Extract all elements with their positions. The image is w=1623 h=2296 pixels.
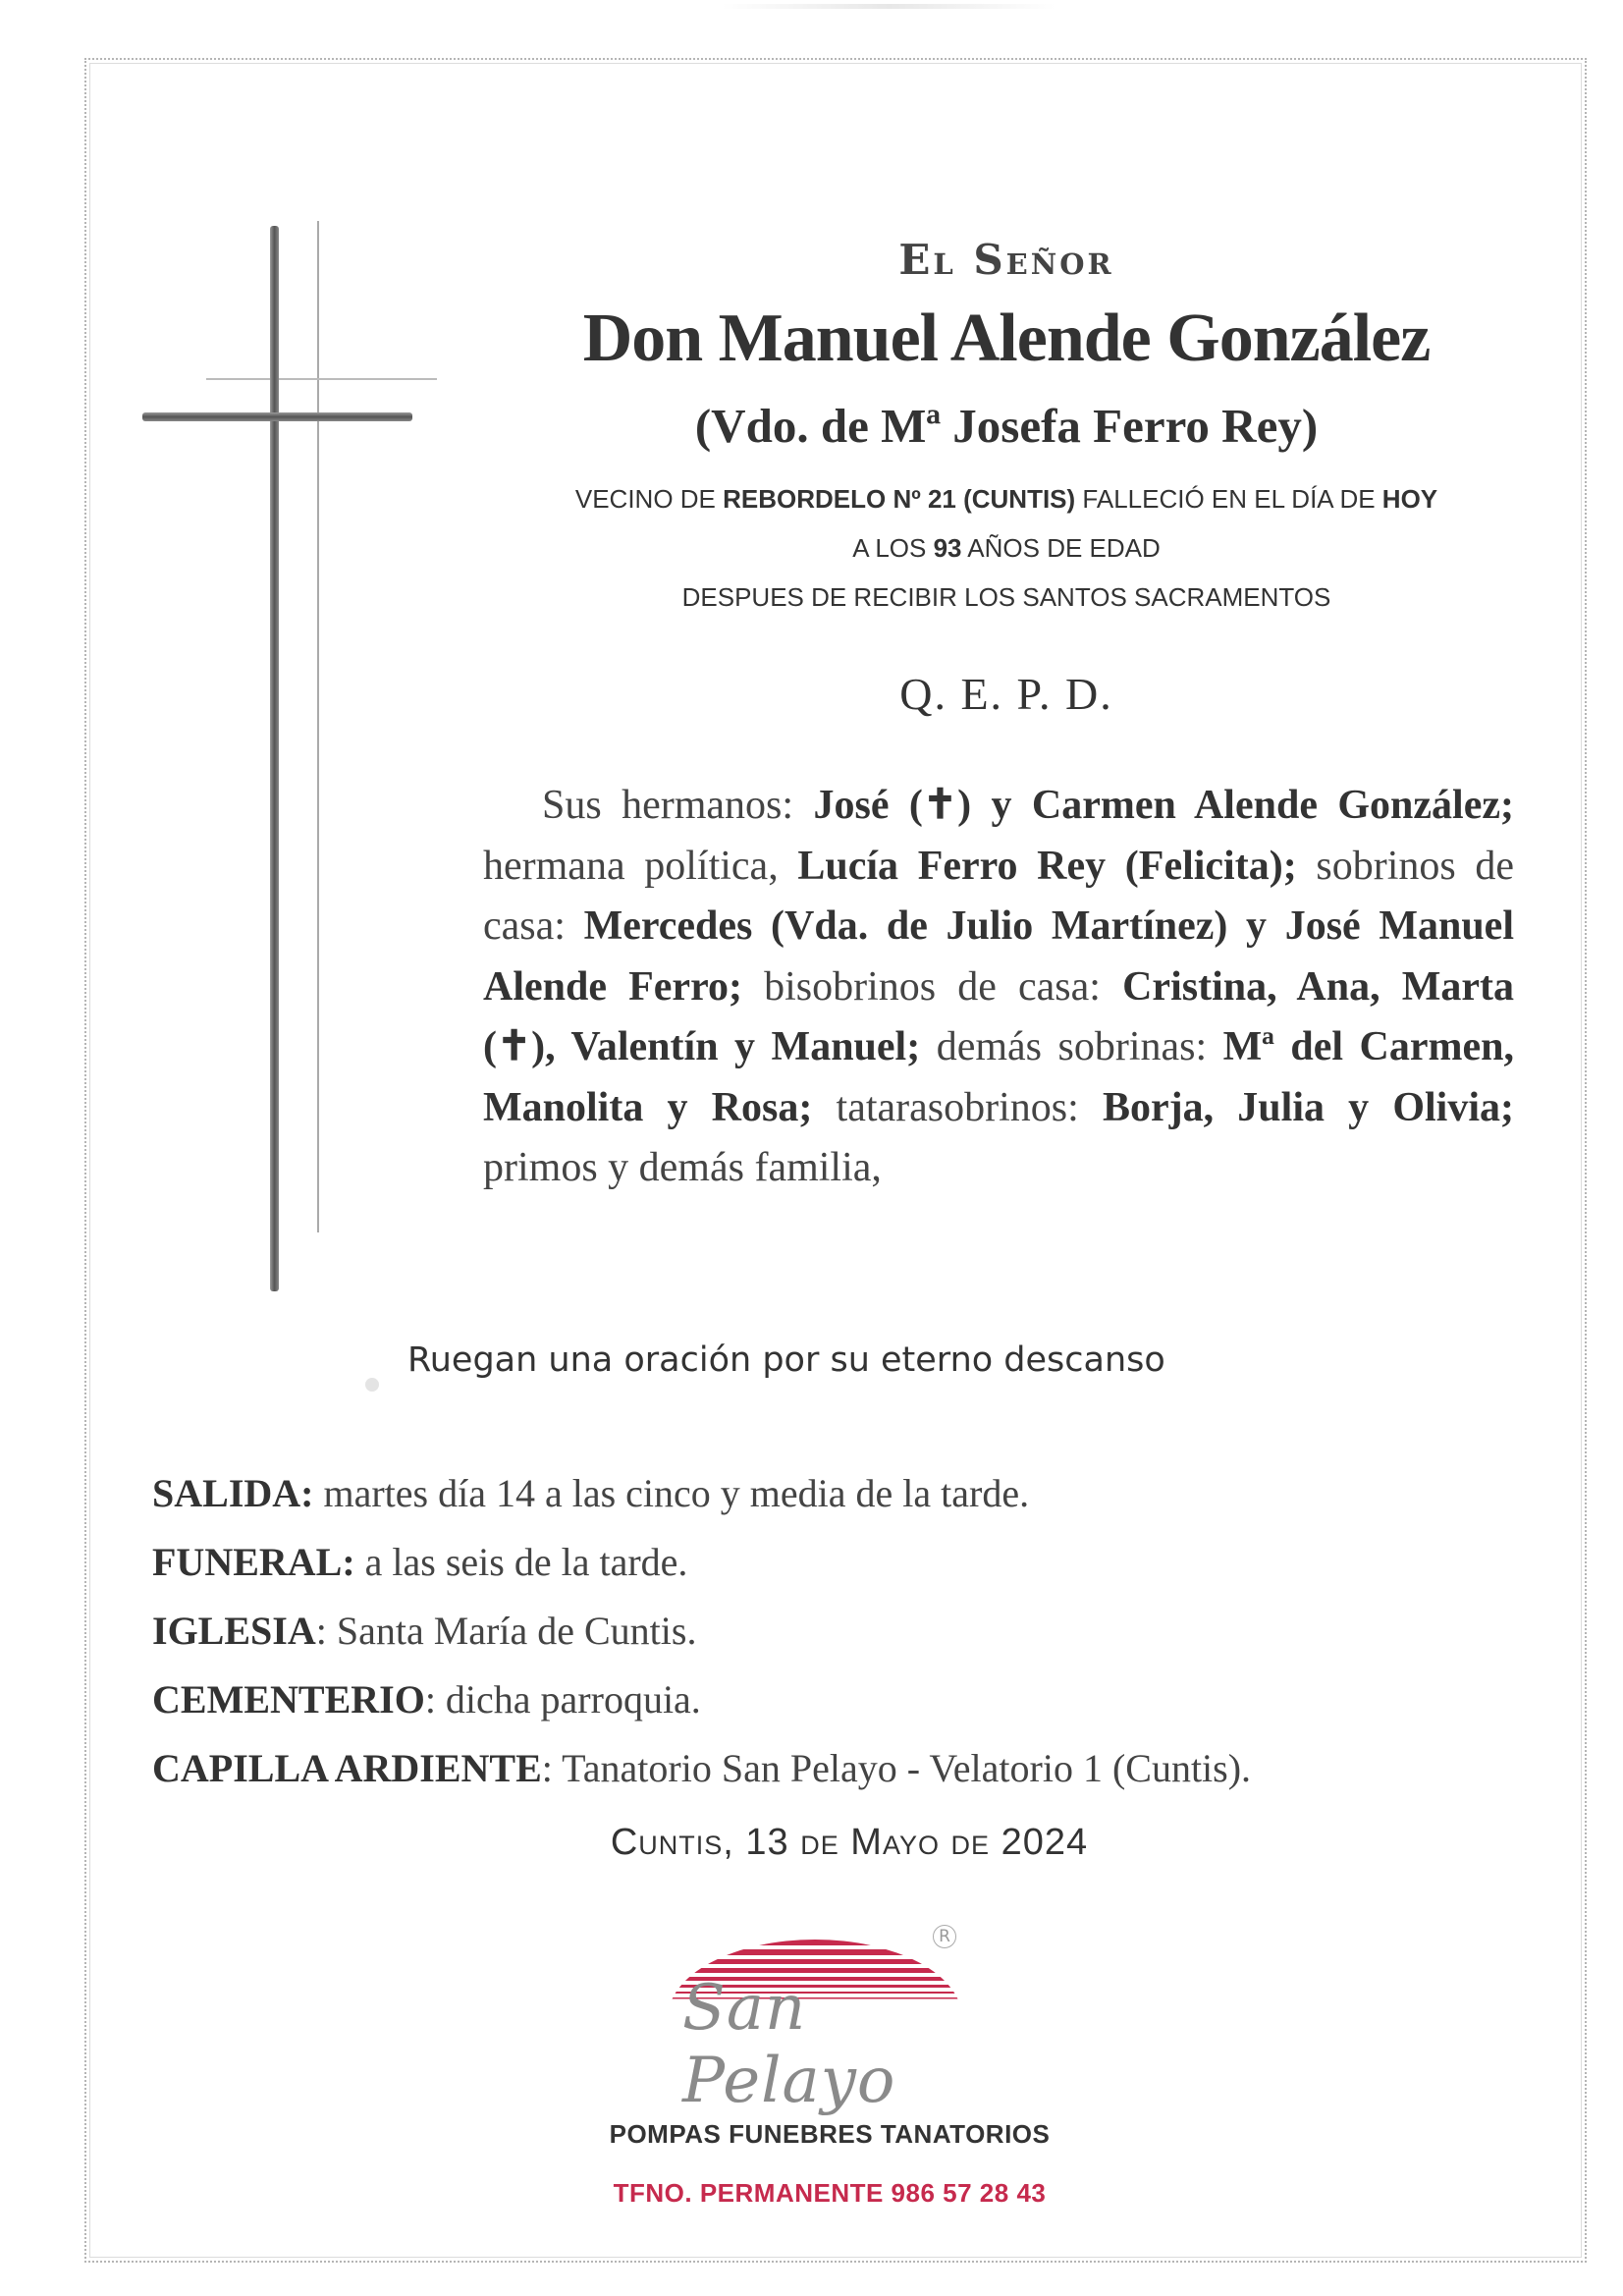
detail-funeral: FUNERAL: a las seis de la tarde. bbox=[152, 1540, 688, 1584]
place-date: Cuntis, 13 de Mayo de 2024 bbox=[610, 1822, 1089, 1863]
residence-line: VECINO DE REBORDELO Nº 21 (CUNTIS) FALLECIÓ EN EL DÍA DE HOY bbox=[574, 484, 1438, 514]
company-name: POMPAS FUNEBRES TANATORIOS bbox=[609, 2119, 1051, 2149]
registered-mark: R bbox=[933, 1925, 956, 1948]
logo-script: San Pelayo bbox=[682, 1972, 896, 2117]
scan-dot bbox=[365, 1378, 379, 1392]
service-details bbox=[152, 1470, 1527, 1814]
detail-capilla: CAPILLA ARDIENTE: Tanatorio San Pelayo - Velatorio 1 (Cuntis). bbox=[152, 1746, 1252, 1790]
detail-cementerio: CEMENTERIO: dicha parroquia. bbox=[152, 1677, 701, 1722]
detail-salida: SALIDA: martes día 14 a las cinco y media de la tarde. bbox=[152, 1471, 1030, 1515]
deceased-name: Don Manuel Alende González bbox=[582, 301, 1431, 376]
title-prefix: El Señor bbox=[898, 236, 1114, 284]
cross-icon bbox=[137, 221, 452, 1301]
scan-artifact bbox=[722, 4, 1055, 9]
widow-of: (Vdo. de Mª Josefa Ferro Rey) bbox=[694, 399, 1319, 453]
company-phone: TFNO. PERMANENTE 986 57 28 43 bbox=[613, 2178, 1047, 2208]
san-pelayo-logo bbox=[668, 1925, 982, 2117]
age-line: A LOS 93 AÑOS DE EDAD bbox=[852, 533, 1161, 563]
qepd: Q. E. P. D. bbox=[899, 669, 1113, 719]
detail-iglesia: IGLESIA: Santa María de Cuntis. bbox=[152, 1609, 697, 1653]
prayer-request: Ruegan una oración por su eterno descanso bbox=[407, 1340, 1165, 1380]
family-paragraph: Sus hermanos: José (✝) y Carmen Alende González; hermana política, Lucía Ferro Rey (Felicita); sobrinos de casa: Mercedes (Vda. de Julio Martínez) y José Manuel Alende Ferro; bisobrinos de casa: Cristina, Ana, Marta (✝), Valentín y Manuel; demás sobrinas: Mª del Carmen, Manolita y Rosa; tatarasobrinos: Borja, Julia y Olivia; primos y demás familia, bbox=[483, 783, 1515, 1190]
sacraments-line: DESPUES DE RECIBIR LOS SANTOS SACRAMENTOS bbox=[681, 582, 1331, 612]
